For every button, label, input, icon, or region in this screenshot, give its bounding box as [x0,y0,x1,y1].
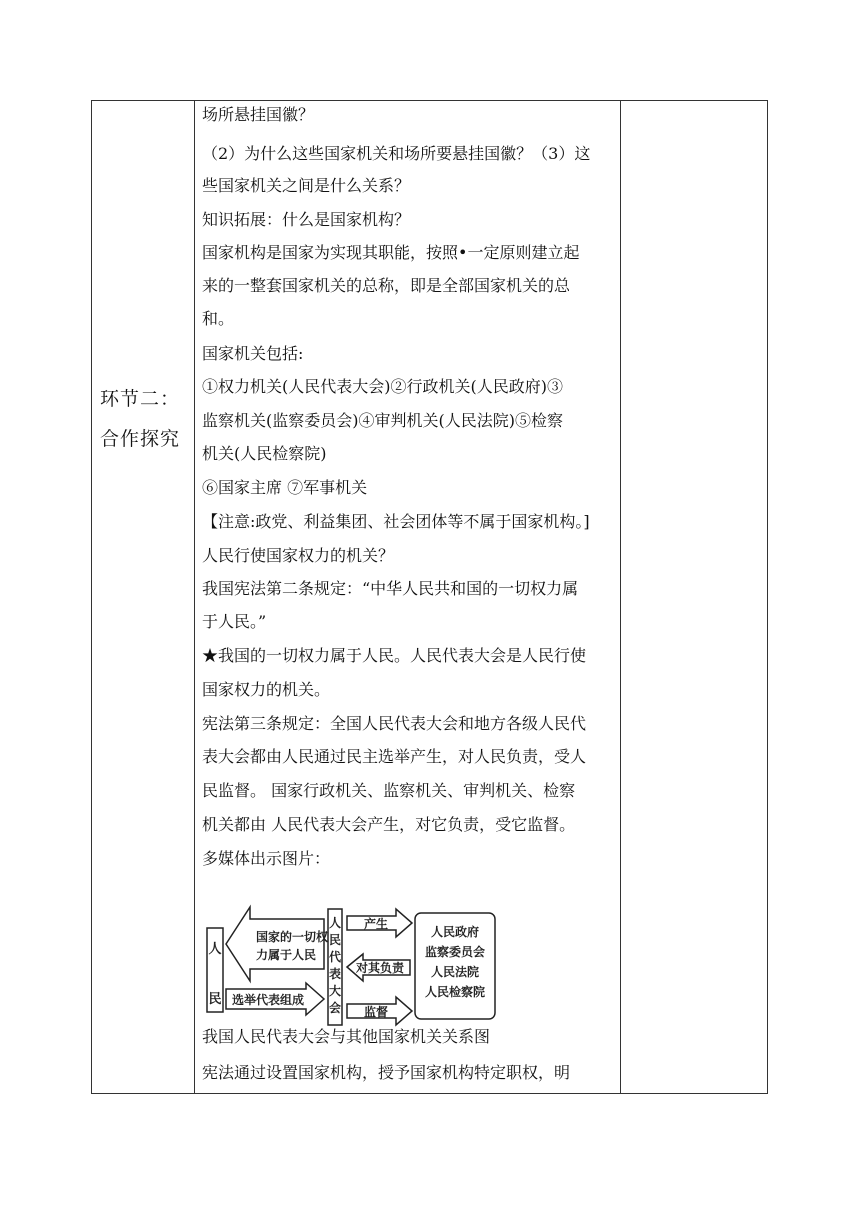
people-char-2: 民 [208,992,222,1007]
organ-label: 监察委员会 [424,945,486,959]
text-line: ★我国的一切权力属于人民。人民代表大会是人民行使 [202,646,587,665]
npc-char: 代 [328,950,342,964]
npc-relationship-diagram [202,903,502,1029]
organ-label: 人民政府 [430,925,480,939]
text-line: 国家机构是国家为实现其职能，按照•一定原则建立起 [202,243,580,262]
lesson-table [91,100,768,1094]
column-divider-1 [194,101,195,1093]
npc-char: 大 [328,984,342,998]
organ-label: 人民法院 [430,965,480,979]
text-line: 民监督。 国家行政机关、监察机关、审判机关、检察 [202,781,576,800]
text-line: 于人民。” [202,612,267,631]
text-line: ⑥国家主席 ⑦军事机关 [202,478,368,497]
text-line: 多媒体出示图片： [202,849,331,868]
text-line: 场所悬挂国徽？ [202,105,315,124]
text-line: ①权力机关(人民代表大会)②行政机关(人民政府)③ [202,377,563,396]
text-line: 来的一整套国家机关的总称，即是全部国家机关的总 [202,276,571,295]
stage-label-line1: 环节二： [100,388,181,410]
diagram-svg [202,903,502,1029]
text-line: 【注意:政党、利益集团、社会团体等不属于国家机构。] [202,512,590,531]
stage-cell [92,101,194,1093]
text-line: （2）为什么这些国家机关和场所要悬挂国徽？（3）这 [202,144,591,163]
people-char-1: 人 [208,942,222,957]
text-line: 和。 [202,309,235,328]
organ-label: 人民检察院 [424,985,486,999]
text-line: 监察机关(监察委员会)④审判机关(人民法院)⑤检察 [202,411,563,430]
text-line: 宪法通过设置国家机构，授予国家机构特定职权，明 [202,1063,571,1082]
text-line: 机关都由 人民代表大会产生，对它负责，受它监督。 [202,815,576,834]
column-divider-2 [620,101,621,1093]
arrow-top-text-1: 国家的一切权 [256,930,329,944]
text-line: 知识拓展：什么是国家机构？ [202,210,411,229]
responsible-text: 对其负责 [356,961,405,975]
text-line: 宪法第三条规定：全国人民代表大会和地方各级人民代 [202,714,587,733]
text-line: 人民行使国家权力的机关？ [202,546,395,565]
text-line: 机关(人民检察院) [202,444,327,463]
npc-char: 人 [328,916,342,930]
npc-char: 民 [328,933,342,947]
stage-label-line2: 合作探究 [100,428,181,450]
text-line: 国家机关包括: [202,344,304,363]
arrow-top-text-2: 力属于人民 [256,948,317,962]
arrow-left-shape [226,907,324,981]
text-line: 表大会都由人民通过民主选举产生，对人民负责，受人 [202,747,587,766]
npc-char: 会 [328,1001,342,1015]
text-line: 国家权力的机关。 [202,680,331,699]
text-line: 我国宪法第二条规定：“中华人民共和国的一切权力属 [202,579,579,598]
supervise-text: 监督 [364,1005,389,1019]
arrow-bottom-text: 选举代表组成 [232,993,305,1007]
stage-label [100,379,190,459]
text-line: 些国家机关之间是什么关系？ [202,176,411,195]
npc-char: 表 [328,967,342,981]
diagram-caption: 我国人民代表大会与其他国家机关关系图 [202,1027,491,1046]
produce-text: 产生 [364,917,389,931]
